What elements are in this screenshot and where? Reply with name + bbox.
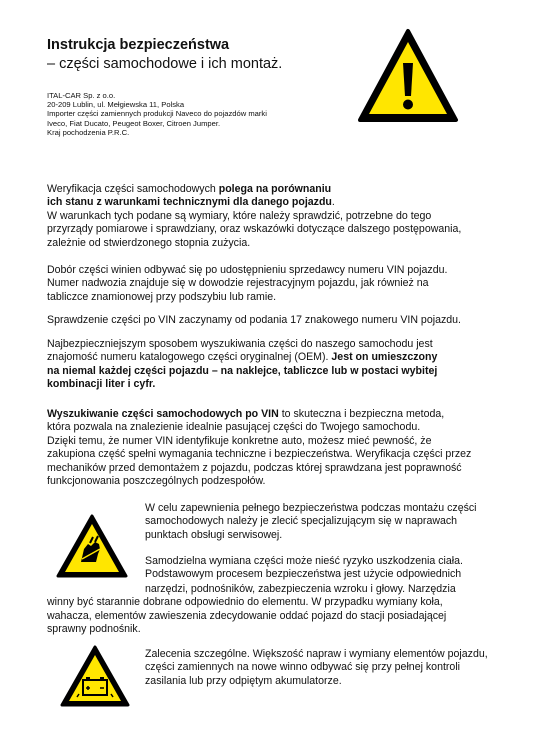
text-line: Podstawowym procesem bezpieczeństwa jest użycie odpowiednich <box>145 568 462 581</box>
paragraph-verification <box>47 183 517 250</box>
bold-text: polega na porównaniu <box>218 183 332 195</box>
paragraph-vin-check <box>47 314 517 327</box>
text-line: W celu zapewnienia pełnego bezpieczeństwa podczas montażu części <box>145 502 477 514</box>
paragraph-self-replacement-risk <box>145 555 505 582</box>
document-subtitle: – części samochodowe i ich montaż. <box>47 56 283 72</box>
text-line: Samodzielna wymiana części może nieść ryzyko uszkodzenia ciała. <box>145 555 463 567</box>
text-line: zasilania lub przy odpiętym akumulatorze. <box>145 674 342 687</box>
country-of-origin: Kraj pochodzenia P.R.C. <box>47 127 130 137</box>
paragraph-self-replacement-risk-continued <box>47 583 517 637</box>
text: Weryfikacja części samochodowych <box>47 183 219 195</box>
text-line: wahacza, elementów zawieszenia zdecydowanie oddać pojazd do stacji posiadającej <box>47 609 447 622</box>
bold-text: Jest on umieszczony <box>331 351 438 364</box>
bold-text: ich stanu z warunkami technicznymi dla danego pojazdu <box>47 196 332 209</box>
text-line: Dobór części winien odbywać się po udostępnieniu sprzedawcy numeru VIN pojazdu. <box>47 264 448 276</box>
cut-hazard-glove-icon <box>55 513 129 579</box>
text: znajomość numeru katalogowego części oryginalnej (OEM). <box>47 351 332 364</box>
text-line: funkcjonowania poszczególnych podzespołów. <box>47 475 266 488</box>
text-line: Dzięki temu, że numer VIN identyfikuje konkretne auto, możesz mieć pewność, że <box>47 434 432 447</box>
bold-text-line: na niemal każdej części pojazdu – na naklejce, tabliczce lub w postaci wybitej <box>47 364 438 377</box>
company-description-line-1: Importer części zamiennych produkcji Naveco do pojazdów marki <box>47 109 267 119</box>
paragraph-vin-search <box>47 408 517 488</box>
paragraph-oem-number <box>47 338 517 392</box>
company-address: 20-209 Lublin, ul. Mełgiewska 11, Polska <box>47 100 185 110</box>
document-title: Instrukcja bezpieczeństwa <box>47 37 230 53</box>
bold-text: Wyszukiwanie części samochodowych po VIN <box>47 408 279 420</box>
text: . <box>331 196 335 209</box>
paragraph-special-recommendations <box>145 648 510 688</box>
company-description-line-2: Iveco, Fiat Ducato, Peugeot Boxer, Citroen Jumper. <box>47 118 221 128</box>
company-info <box>47 91 317 137</box>
company-name: ITAL-CAR Sp. z o.o. <box>47 91 116 100</box>
text-line: winny być starannie dobrane odpowiednio do elementu. W przypadku wymiany koła, <box>47 596 443 609</box>
text: to skuteczna i bezpieczna metoda, <box>278 408 445 420</box>
text-line: tabliczce znamionowej przy podszybiu lub ramie. <box>47 290 277 303</box>
text-line: sprawny podnośnik. <box>47 623 141 636</box>
text-line: zależnie od stwierdzonego stopnia zużycia. <box>47 236 251 249</box>
text-line: samochodowych należy je zlecić specjalizującym się w naprawach <box>145 515 458 528</box>
paragraph-service-recommendation <box>145 502 505 542</box>
text-line: która pozwala na znalezienie idealnie pasującej części do Twojego samochodu. <box>47 421 421 434</box>
paragraph-vin-selection <box>47 264 517 304</box>
text-line: Najbezpieczniejszym sposobem wyszukiwania części do naszego samochodu jest <box>47 338 433 350</box>
text-line: przyrządy pomiarowe i sprawdziany, oraz wskazówki dotyczące dalszego postępowania, <box>47 223 462 236</box>
warning-exclamation-icon <box>356 27 460 127</box>
text-line: Zalecenia szczególne. Większość napraw i wymiany elementów pojazdu, <box>145 648 488 660</box>
text-line: mechaników przed demontażem z pojazdu, podczas której sprawdzana jest poprawność <box>47 461 462 474</box>
text-line: Numer nadwozia znajduje się w dowodzie rejestracyjnym pojazdu, jak również na <box>47 277 429 290</box>
text-line: zakupiona część spełni wymagania techniczne i bezpieczeństwa. Weryfikacja części przez <box>47 448 472 461</box>
text-line: W warunkach tych podane są wymiary, które należy sprawdzić, potrzebne do tego <box>47 209 432 222</box>
text-line: części zamiennych na nowe winno odbywać się przy pełnej kontroli <box>145 661 461 674</box>
battery-hazard-icon <box>59 644 131 708</box>
text-line: narzędzi, podnośników, zabezpieczenia wzroku i głowy. Narzędzia <box>145 583 456 595</box>
bold-text-line: kombinacji liter i cyfr. <box>47 378 156 391</box>
text-line: punktach obsługi serwisowej. <box>145 528 283 541</box>
text-line: Sprawdzenie części po VIN zaczynamy od podania 17 znakowego numeru VIN pojazdu. <box>47 314 461 326</box>
